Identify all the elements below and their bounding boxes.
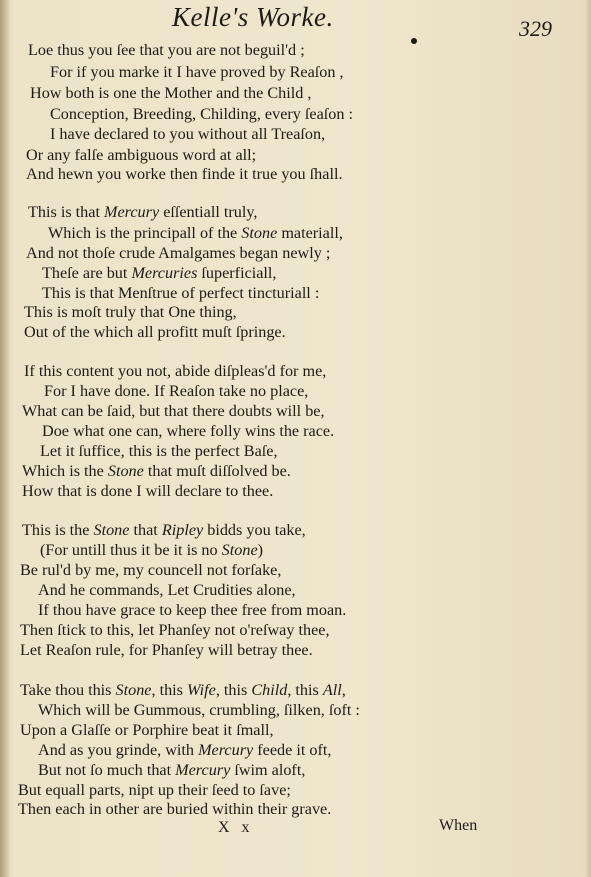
verse-line: This is that Menſtrue of perfect tincturiall :: [42, 284, 320, 302]
italic-word: Mercuries: [131, 264, 198, 282]
verse-line: Then ſtick to this, let Phanſey not o'reſway thee,: [20, 621, 330, 639]
verse-line: For I have done. If Reaſon take no place,: [44, 382, 309, 400]
italic-word: Ripley: [161, 521, 204, 539]
verse-line: Take thou this Stone, this Wife, this Child, this All,: [20, 681, 346, 699]
running-head: Kelle's Worke.: [172, 2, 334, 32]
page-number: 329: [519, 16, 552, 41]
verse-line: I have declared to you without all Treaſon,: [50, 125, 326, 143]
verse-line: Theſe are but Mercuries ſuperficiall,: [42, 264, 277, 282]
verse-line: And he commands, Let Crudities alone,: [38, 581, 296, 599]
verse-line: What can be ſaid, but that there doubts will be,: [22, 402, 325, 420]
verse-line: But equall parts, nipt up their ſeed to ſave;: [18, 781, 291, 799]
italic-word: Stone: [221, 541, 258, 559]
gutter-shadow: [0, 0, 10, 877]
verse-line: Out of the which all profitt muſt ſpringe.: [24, 323, 286, 341]
italic-word: All: [322, 681, 342, 699]
verse-line: But not ſo much that Mercury ſwim aloft,: [38, 761, 306, 779]
page-edge-shadow: [585, 0, 591, 877]
italic-word: Child: [251, 681, 288, 699]
italic-word: Stone: [115, 681, 152, 699]
verse-line: If this content you not, abide diſpleas'd for me,: [24, 362, 327, 380]
signature-mark: X x: [218, 819, 254, 836]
catchword: When: [439, 817, 478, 834]
italic-word: Mercury: [104, 203, 160, 221]
verse-line: Then each in other are buried within their grave.: [18, 800, 332, 818]
verse-line: Which will be Gummous, crumbling, ſilken, ſoft :: [38, 701, 360, 719]
verse-line: For if you marke it I have proved by Reaſon ,: [50, 63, 344, 81]
italic-word: Mercury: [198, 741, 254, 759]
verse-line: Conception, Breeding, Childing, every ſeaſon :: [50, 105, 354, 123]
verse-line: (For untill thus it be it is no Stone): [40, 541, 264, 559]
verse-line: Loe thus you ſee that you are not beguil'd ;: [28, 41, 305, 59]
ink-spot: [411, 38, 417, 44]
verse-line: Which is the principall of the Stone materiall,: [48, 224, 343, 242]
italic-word: Wife: [187, 681, 216, 699]
verse-line: Let Reaſon rule, for Phanſey will betray thee.: [20, 641, 313, 659]
italic-word: Stone: [241, 224, 278, 242]
verse-line: Be rul'd by me, my councell not forſake,: [20, 561, 282, 579]
verse-line: How that is done I will declare to thee.: [22, 482, 274, 500]
verse-line: Which is the Stone that muſt diſſolved be.: [22, 462, 291, 480]
verse-line: And not thoſe crude Amalgames began newly ;: [26, 244, 331, 262]
verse-line: And hewn you worke then finde it true you ſhall.: [26, 165, 343, 183]
verse-line: Doe what one can, where folly wins the race.: [42, 422, 335, 440]
italic-word: Stone: [107, 462, 144, 480]
verse-line: This is that Mercury eſſentiall truly,: [28, 203, 258, 221]
verse-line: How both is one the Mother and the Child ,: [30, 84, 312, 102]
verse-line: And as you grinde, with Mercury feede it oft,: [38, 741, 332, 759]
verse-line: Or any falſe ambiguous word at all;: [26, 146, 257, 164]
verse-line: Let it ſuffice, this is the perfect Baſe,: [40, 442, 278, 460]
verse-line: If thou have grace to keep thee free from moan.: [38, 601, 347, 619]
italic-word: Stone: [93, 521, 130, 539]
verse-line: This is moſt truly that One thing,: [24, 303, 237, 321]
italic-word: Mercury: [175, 761, 231, 779]
verse-line: This is the Stone that Ripley bidds you take,: [22, 521, 306, 539]
verse-line: Upon a Glaſſe or Porphire beat it ſmall,: [20, 721, 274, 739]
